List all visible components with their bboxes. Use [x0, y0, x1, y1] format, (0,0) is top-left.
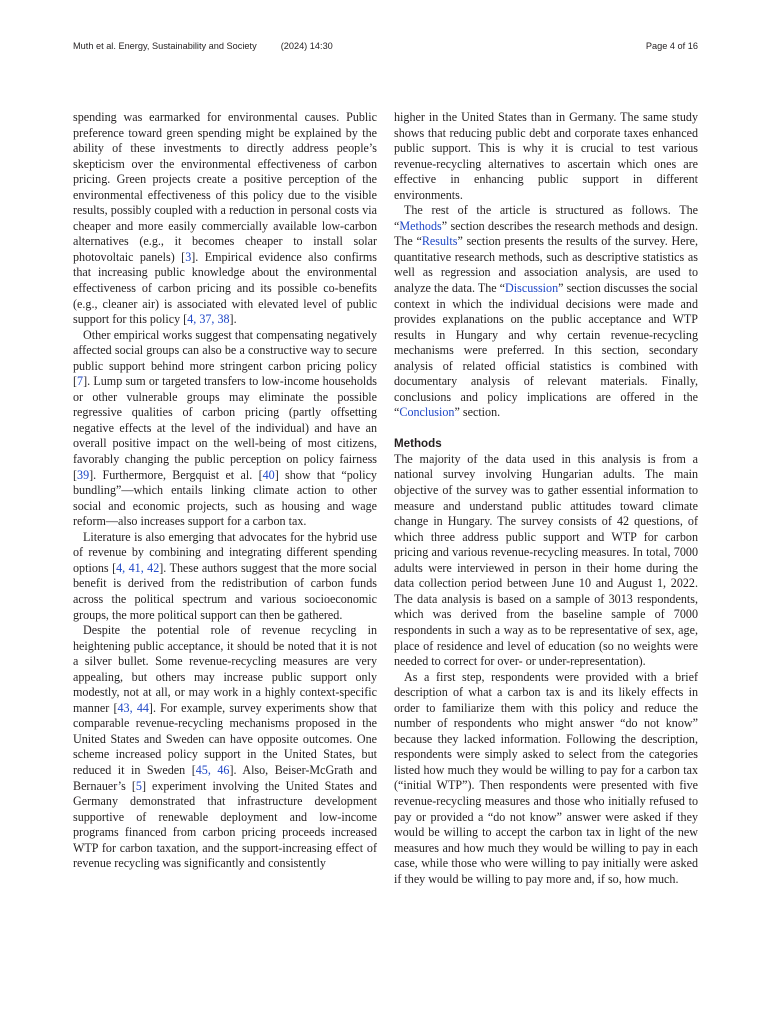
text: ] experiment involving the United States and Germany demonstrated that infrastructure development supportive of renewable deployment and low-income programs financed from carbon pricing proceeds increased WTP for carbon taxation, and the support-increasing effect of revenue recycling was significantly and consistently — [73, 778, 378, 871]
text: ]. Lump sum or targeted transfers to low-income households or other vulnerable groups may eliminate the possible regressive qualities of carbon pricing (partly offsetting negative effects at the level of the individual) and have an overall positive impact on the well-being of most citizens, favorably changing the public perception on policy fairness [ — [73, 374, 377, 482]
running-head — [73, 41, 357, 51]
section-heading-methods: Methods — [394, 436, 442, 450]
citation-link[interactable]: 5 — [135, 778, 142, 793]
page-number: Page 4 of 16 — [645, 41, 698, 51]
text: ” section describes the research methods and design. The “ — [394, 218, 698, 249]
paragraph — [73, 623, 377, 872]
text: spending was earmarked for environmental causes. Public preference toward green spending might be explained by the ability of these investments to directly address people’s skepticism over the environmental effectiveness of carbon pricing. Green projects create a positive perception of the environmental effectiveness of this policy due to the visible results, possibly coupled with a reduction in personal costs via cheaper and more easily commercially available low-carbon alternatives (e.g., it becomes cheaper to install solar photovoltaic panels) [ — [73, 110, 377, 264]
paragraph — [73, 110, 377, 328]
citation-link[interactable]: 40 — [262, 467, 275, 482]
section-link-methods[interactable]: Methods — [399, 218, 442, 233]
section-link-discussion[interactable]: Discussion — [505, 281, 559, 296]
citation-link[interactable]: 4, 41, 42 — [116, 560, 160, 575]
page-header — [73, 41, 698, 51]
paragraph: The majority of the data used in this analysis is from a national survey involving Hungarian adults. The main objective of the survey was to gather essential information to measure and understand public attitudes toward climate change in Hungary. The survey consists of 42 questions, of which three address public support and WTP for carbon pricing and various revenue-recycling measures. In total, 7000 adults were interviewed in person in their home during the data collection period between June 10 and August 1, 2022. The data analysis is based on a sample of 3013 respondents, which was derived from the baseline sample of 7000 respondents in such a way as to be representative of sex, age, place of residence and level of education (so no weights were needed to correct for over- or under-representation). — [394, 451, 698, 669]
text: ” section. — [454, 405, 501, 420]
text: Literature is also emerging that advocates for the hybrid use of revenue by combining and integrating different spending options [ — [73, 529, 377, 575]
journal-citation: Muth et al. Energy, Sustainability and Society — [73, 41, 257, 51]
volume-info: (2024) 14:30 — [280, 41, 333, 51]
text: ]. Furthermore, Bergquist et al. [ — [89, 467, 263, 482]
text: The rest of the article is structured as follows. The “ — [394, 203, 698, 233]
text: ]. — [229, 312, 237, 327]
right-column — [394, 110, 698, 887]
text: ]. For example, survey experiments show that comparable revenue-recycling mechanisms proposed in the United States and Sweden can have opposite outcomes. One scheme increased policy support in the United States, but reduced it in Sweden [ — [73, 700, 377, 777]
text: ” section presents the results of the survey. Here, quantitative research methods, such as descriptive statistics as well as regression and association analysis, are used to analyze the data. The “ — [394, 234, 698, 296]
text: Despite the potential role of revenue recycling in heightening public acceptance, it should be noted that it is not a silver bullet. Some revenue-recycling measures are very appealing, but others may increase public support only modestly, not at all, or may work in a highly context-specific manner [ — [73, 623, 377, 715]
text: ” section discusses the social context in which the individual decisions were made and provides explanations on the public acceptance and WTP results in Hungary and why certain revenue-recycling mechanisms were preferred. In this section, secondary analysis of related official statistics is combined with documentary analysis of relevant materials. Finally, conclusions and policy implications are offered in the “ — [394, 281, 698, 420]
paragraph — [73, 328, 377, 530]
section-link-conclusion[interactable]: Conclusion — [399, 405, 455, 420]
paragraph: higher in the United States than in Germany. The same study shows that reducing public debt and corporate taxes enhanced public support. This is why it is crucial to test various revenue-recycling alternatives to ascertain which ones are effective in enhancing public support in different environments. — [394, 110, 698, 202]
citation-link[interactable]: 3 — [185, 249, 192, 264]
citation-link[interactable]: 43, 44 — [117, 700, 149, 715]
section-link-results[interactable]: Results — [421, 234, 458, 249]
text: ]. These authors suggest that the more social benefit is derived from the redistribution of carbon funds across the political spectrum and various socioeconomic groups, the more political support can then be gathered. — [73, 560, 377, 622]
paragraph — [394, 203, 698, 421]
paragraph — [73, 530, 377, 623]
citation-link[interactable]: 45, 46 — [195, 762, 230, 777]
citation-link[interactable]: 39 — [77, 467, 90, 482]
text: Other empirical works suggest that compensating negatively affected social groups can also be a constructive way to secure public support behind more stringent carbon pricing policy [ — [73, 327, 377, 389]
left-column — [73, 110, 377, 872]
text: ]. Also, Beiser-McGrath and Bernauer’s [ — [73, 762, 378, 793]
citation-link[interactable]: 7 — [77, 374, 84, 389]
paragraph: As a first step, respondents were provided with a brief description of what a carbon tax is and its likely effects in order to familiarize them with this policy and reduce the number of respondents who might answer “do not know” because they lacked information. Following the description, respondents were simply asked to select from the categories listed how much they would be willing to pay for a carbon tax (“initial WTP”). Then respondents were presented with five revenue-recycling measures and those who initially refused to pay or provided a “do not know” answer were asked if they would be willing to accept the carbon tax in light of the new measures and how much they would be willing to pay in each case, while those who were willing to pay initially were asked if they would be willing to pay more and, if so, how much. — [394, 669, 698, 886]
text: ]. Empirical evidence also confirms that increasing public knowledge about the environmental effectiveness of carbon pricing and its possible co-benefits (e.g., cleaner air) is associated with elevated level of public support for this policy [ — [73, 249, 377, 327]
text: ] show that “policy bundling”—which entails linking climate action to other social and economic projects, such as housing and wage reform—also increases support for a carbon tax. — [73, 467, 377, 529]
citation-link[interactable]: 4, 37, 38 — [187, 312, 230, 327]
